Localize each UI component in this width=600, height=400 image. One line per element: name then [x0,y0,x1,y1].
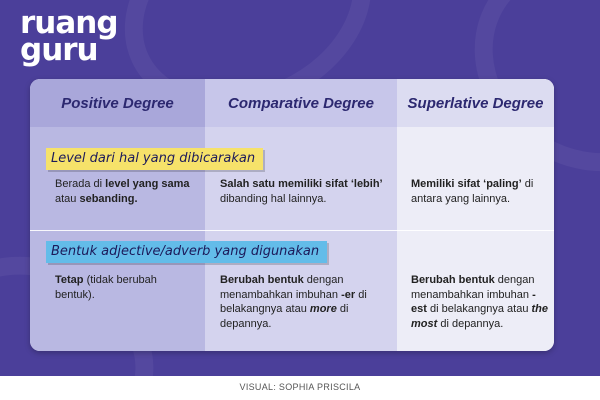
cell-superlative-form: Berubah bentuk dengan menambahkan imbuhan -est di belakangnya atau the most di depannya. [411,274,548,330]
ruangguru-logo [20,5,118,68]
visual-credit: VISUAL: SOPHIA PRISCILA [239,382,361,392]
cell-positive-form: Tetap (tidak berubah bentuk). [55,274,157,301]
cell-positive-level: Berada di level yang sama atau sebanding. [55,178,190,205]
cell-comparative-form: Berubah bentuk dengan menambahkan imbuhan -er di belakangnya atau more di depannya. [220,274,367,330]
logo-line-1: ruang [20,5,118,41]
table-header [30,79,554,127]
cell-comparative-level: Salah satu memiliki sifat ‘lebih’ dibanding hal lainnya. [220,178,383,205]
row-divider [30,230,554,231]
cell-superlative-level: Memiliki sifat ‘paling’ di antara yang lainnya. [411,178,534,205]
logo-line-2: guru [20,32,98,68]
row-label-form: Bentuk adjective/adverb yang digunakan [46,241,327,263]
header-comparative-degree: Comparative Degree [205,79,397,127]
row-label-level: Level dari hal yang dibicarakan [46,148,263,170]
degree-comparison-table [30,79,554,351]
header-positive-degree: Positive Degree [30,79,205,127]
header-superlative-degree: Superlative Degree [397,79,554,127]
